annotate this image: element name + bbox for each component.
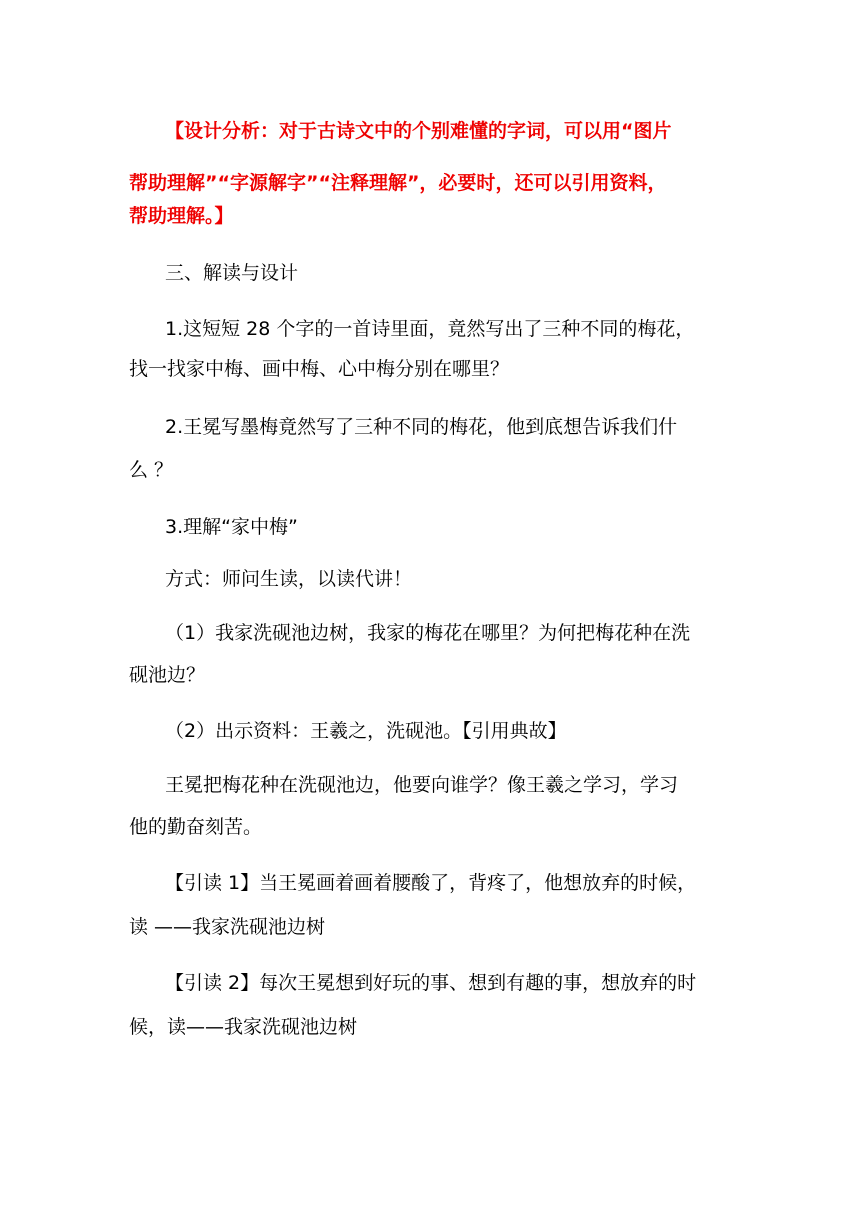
guided-reading-2-line-2: 候，读——我家洗砚池边树 [129,1016,358,1038]
guided-reading-1-line-1: 【引读 1】当王冕画着画着腰酸了，背疼了，他想放弃的时候， [165,872,697,894]
design-analysis-line-2: 帮助理解”“字源解字”“注释理解”，必要时，还可以引用资料， [129,172,667,194]
question-3-heading: 3.理解“家中梅” [165,516,298,538]
guided-reading-2-line-1: 【引读 2】每次王冕想到好玩的事、想到有趣的事，想放弃的时 [165,972,697,994]
design-analysis-line-1: 【设计分析：对于古诗文中的个别难懂的字词，可以用“图片 [165,120,672,142]
design-analysis-line-3: 帮助理解。】 [129,205,234,227]
method-line: 方式：师问生读，以读代讲！ [165,568,413,590]
question-2-line-2: 么 ？ [129,459,174,481]
sub-question-2: （2）出示资料：王羲之，洗砚池。【引用典故】 [165,720,567,742]
question-2-line-1: 2.王冕写墨梅竟然写了三种不同的梅花，他到底想告诉我们什 [165,416,678,438]
sub-question-1-line-1: （1）我家洗砚池边树，我家的梅花在哪里？为何把梅花种在洗 [165,622,691,644]
question-1-line-2: 找一找家中梅、画中梅、心中梅分别在哪里？ [129,358,510,380]
explanation-line-1: 王冕把梅花种在洗砚池边，他要向谁学？像王羲之学习，学习 [165,774,679,796]
guided-reading-1-line-2: 读 ——我家洗砚池边树 [129,916,326,938]
question-1-line-1: 1.这短短 28 个字的一首诗里面，竟然写出了三种不同的梅花， [165,318,695,340]
section-heading: 三、解读与设计 [165,262,299,284]
explanation-line-2: 他的勤奋刻苦。 [129,816,263,838]
sub-question-1-line-2: 砚池边？ [129,664,206,686]
